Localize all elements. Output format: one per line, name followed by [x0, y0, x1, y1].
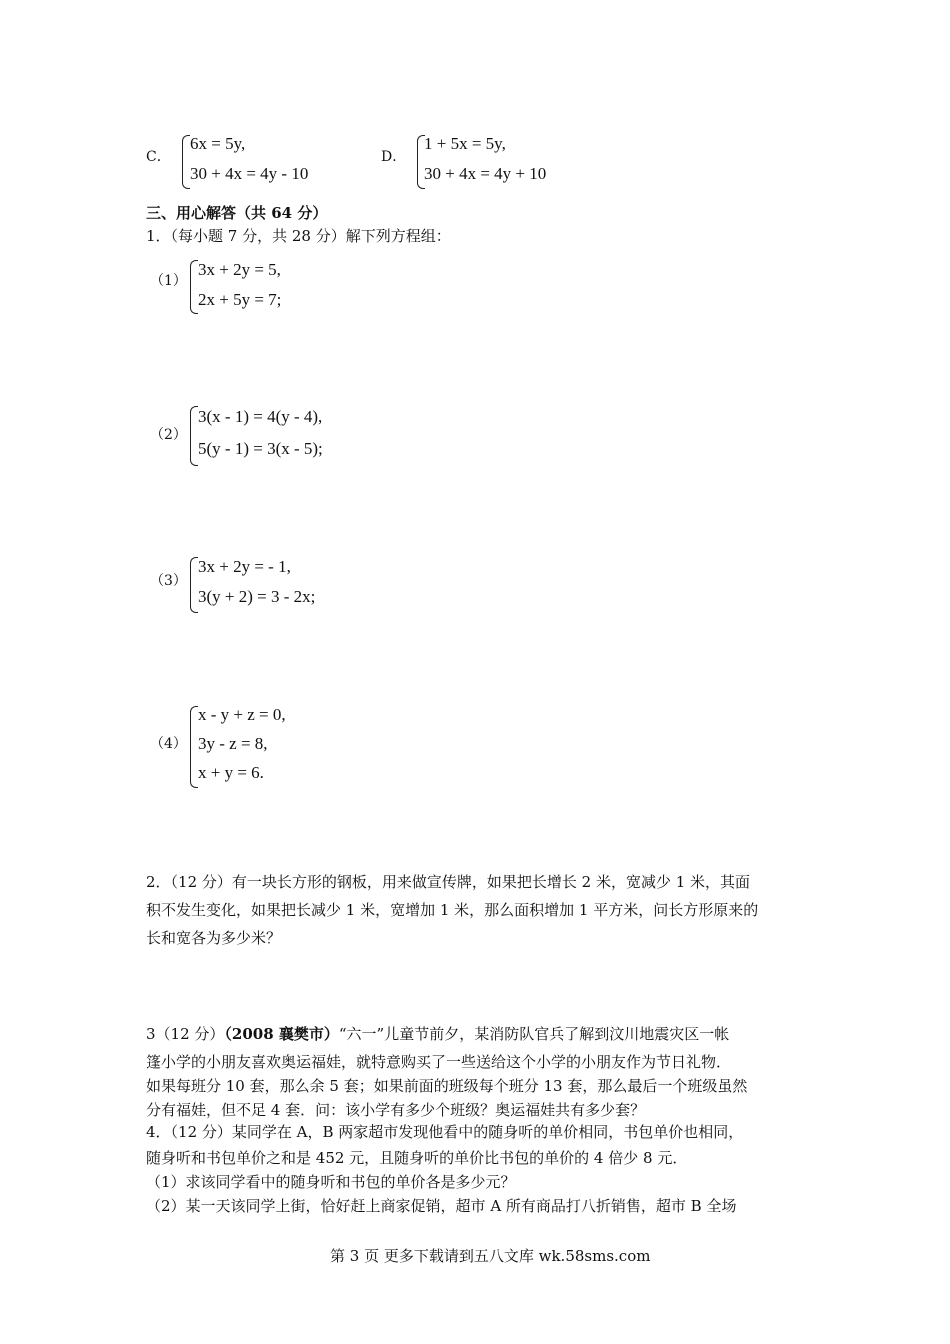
q1-intro: 1．（每小题 7 分，共 28 分）解下列方程组： [146, 227, 451, 245]
q3-line-3: 如果每班分 10 套，那么余 5 套；如果前面的班级每个班分 13 套，那么最后一个班级虽然 [146, 1077, 748, 1095]
q2-line-2: 积不发生变化，如果把长减少 1 米，宽增加 1 米，那么面积增加 1 平方米，问长方形原来的 [146, 901, 759, 919]
q1-part2-label: （2） [150, 427, 187, 443]
option-c-equation-2: 30 + 4x = 4y - 10 [190, 164, 309, 183]
q4-line-3: （1）求该同学看中的随身听和书包的单价各是多少元？ [146, 1173, 516, 1191]
q4-line-2: 随身听和书包单价之和是 452 元，且随身听的单价比书包的单价的 4 倍少 8 元． [146, 1149, 688, 1167]
q1-part4-eq3: x + y = 6. [198, 763, 264, 782]
q1-part4-eq2: 3y - z = 8, [198, 734, 268, 753]
q3-prefix: 3（12 分） [146, 1025, 225, 1043]
q1-part1-eq1: 3x + 2y = 5, [198, 260, 281, 279]
option-c-brace [182, 135, 190, 189]
q1-part2-eq2: 5(y - 1) = 3(x - 5); [198, 439, 323, 458]
q1-part1-eq2: 2x + 5y = 7; [198, 290, 282, 309]
q1-part3-brace [190, 557, 198, 613]
q1-part1-label: （1） [150, 273, 187, 289]
q1-part2-eq1: 3(x - 1) = 4(y - 4), [198, 407, 323, 426]
q3-line-2: 篷小学的小朋友喜欢奥运福娃，就特意购买了一些送给这个小学的小朋友作为节日礼物． [146, 1053, 732, 1071]
q4-line-4: （2）某一天该同学上街，恰好赶上商家促销，超市 A 所有商品打八折销售，超市 B 全场 [146, 1197, 737, 1215]
page-footer: 第 3 页 更多下载请到五八文库 wk.58sms.com [330, 1247, 651, 1265]
option-d-label: D． [381, 149, 407, 165]
q3-text-1: “六一”儿童节前夕，某消防队官兵了解到汶川地震灾区一帐 [338, 1025, 730, 1043]
option-c-equation-1: 6x = 5y, [190, 134, 246, 153]
q1-part4-eq1: x - y + z = 0, [198, 705, 286, 724]
option-c-label: C． [146, 149, 171, 165]
section-title: 三、用心解答（共 64 分） [146, 204, 328, 222]
q3-source: （2008 襄樊市） [224, 1025, 339, 1043]
q2-line-3: 长和宽各为多少米？ [146, 929, 282, 947]
q1-part1-brace [190, 260, 198, 314]
q1-part3-label: （3） [150, 573, 187, 589]
q1-part3-eq2: 3(y + 2) = 3 - 2x; [198, 587, 316, 606]
q3-line-1 [146, 1020, 729, 1048]
q1-part2-brace [190, 406, 198, 466]
q2-line-1: 2．（12 分）有一块长方形的钢板，用来做宣传牌，如果把长增长 2 米，宽减少 1 米，其面 [146, 873, 751, 891]
q1-part4-brace [190, 706, 198, 788]
option-d-equation-1: 1 + 5x = 5y, [424, 134, 506, 153]
q1-part3-eq1: 3x + 2y = - 1, [198, 557, 291, 576]
q1-part4-label: （4） [150, 736, 187, 752]
q4-line-1: 4．（12 分）某同学在 A，B 两家超市发现他看中的随身听的单价相同，书包单价也相同， [146, 1123, 744, 1141]
option-d-equation-2: 30 + 4x = 4y + 10 [424, 164, 547, 183]
q3-line-4: 分有福娃，但不足 4 套．问：该小学有多少个班级？奥运福娃共有多少套？ [146, 1101, 646, 1119]
